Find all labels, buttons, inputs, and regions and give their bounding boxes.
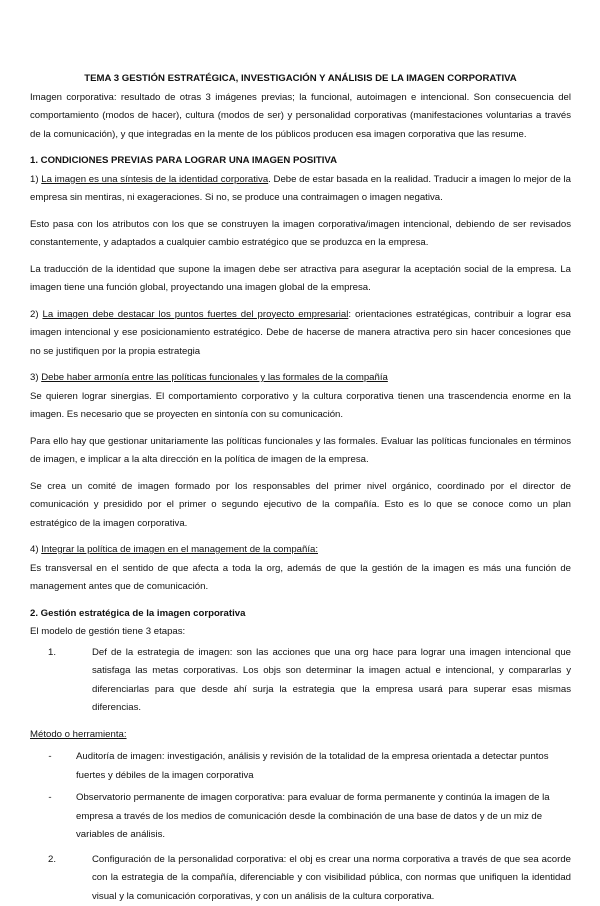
list-item: - Observatorio permanente de imagen corporativa: para evaluar de forma permanente y continúa la imagen de la empresa a través de los medios de comunicación desde la combinación de una base de datos y de un miz de variables de análisis. xyxy=(30,789,571,845)
document-body xyxy=(30,70,571,906)
s1-paragraph-6: Se quieren lograr sinergias. El comportamiento corporativo y la cultura corporativa tienen una trascendencia enorme en la imagen. Es necesario que se proyecten en sintonía con su comunicación. xyxy=(30,388,571,425)
s1-paragraph-8: Se crea un comité de imagen formado por los responsables del primer nivel orgánico, coordinado por el director de comunicación y presidido por el primer o segundo ejecutivo de la compañía. Esto es lo que se conoce como un plan estratégico de la imagen corporativa. xyxy=(30,478,571,534)
s2-item-1: 1. Def de la estrategia de imagen: son las acciones que una org hace para lograr una imagen intencional que satisfaga las metas corporativas. Los objs son determinar la imagen actual e intencional, y compararlas y diferenciarlas para que desde ahí surja la estrategia que la empresa usará para superar esas mismas diferencias. xyxy=(30,644,571,718)
s1-paragraph-2: Esto pasa con los atributos con los que se construyen la imagen corporativa/imagen intencional, debiendo de ser revisados constantemente, y adaptados a cualquier cambio estratégico que se produzca en la empresa. xyxy=(30,216,571,253)
document-title: TEMA 3 GESTIÓN ESTRATÉGICA, INVESTIGACIÓN Y ANÁLISIS DE LA IMAGEN CORPORATIVA xyxy=(30,70,571,89)
s1-paragraph-10: Es transversal en el sentido de que afecta a toda la org, además de que la gestión de la imagen es más una función de management antes que de comunicación. xyxy=(30,560,571,597)
list-item: - Auditoría de imagen: investigación, análisis y revisión de la totalidad de la empresa orientada a detectar puntos fuertes y débiles de la imagen corporativa xyxy=(30,748,571,785)
method-label: Método o herramienta: xyxy=(30,726,571,745)
intro-paragraph: Imagen corporativa: resultado de otras 3 imágenes previas; la funcional, autoimagen e intencional. Son consecuencia del comportamiento (modos de hacer), cultura (modos de ser) y personalidad corporativas (manifestaciones voluntarias a través de la comunicación), y que integradas en la mente de los públicos producen esa imagen corporativa que las resume. xyxy=(30,89,571,145)
section2-heading: 2. Gestión estratégica de la imagen corporativa xyxy=(30,605,571,624)
section1-heading: 1. CONDICIONES PREVIAS PARA LOGRAR UNA IMAGEN POSITIVA xyxy=(30,152,571,171)
s1-point3: 3) Debe haber armonía entre las políticas funcionales y las formales de la compañía xyxy=(30,369,571,388)
s1-point1: 1) La imagen es una síntesis de la identidad corporativa. Debe de estar basada en la realidad. Traducir a imagen lo mejor de la empresa sin mentiras, ni exageraciones. Si no, se produce una contraimagen o imagen negativa. xyxy=(30,171,571,208)
s1-paragraph-7: Para ello hay que gestionar unitariamente las políticas funcionales y las formales. Evaluar las políticas funcionales en términos de imagen, e implicar a la alta dirección en la política de imagen de la empresa. xyxy=(30,433,571,470)
s2-item-2: 2. Configuración de la personalidad corporativa: el obj es crear una norma corporativa a través de que sea acorde con la estrategia de la compañía, diferenciable y con visibilidad pública, con normas que unifiquen la identidad visual y la comunicación corporativas, y con un análisis de la cultura corporativa. xyxy=(30,851,571,906)
s1-paragraph-3: La traducción de la identidad que supone la imagen debe ser atractiva para asegurar la aceptación social de la empresa. La imagen tiene una función global, proyectando una imagen global de la empresa. xyxy=(30,261,571,298)
s2-lead: El modelo de gestión tiene 3 etapas: xyxy=(30,623,571,642)
s1-point4: 4) Integrar la política de imagen en el management de la compañía: xyxy=(30,541,571,560)
s1-point2: 2) La imagen debe destacar los puntos fuertes del proyecto empresarial: orientaciones estratégicas, contribuir a lograr esa imagen intencional y ese posicionamiento estratégico. Debe de hacerse de manera atractiva pero sin hacer concesiones que no se justifiquen por la propia estrategia xyxy=(30,306,571,362)
